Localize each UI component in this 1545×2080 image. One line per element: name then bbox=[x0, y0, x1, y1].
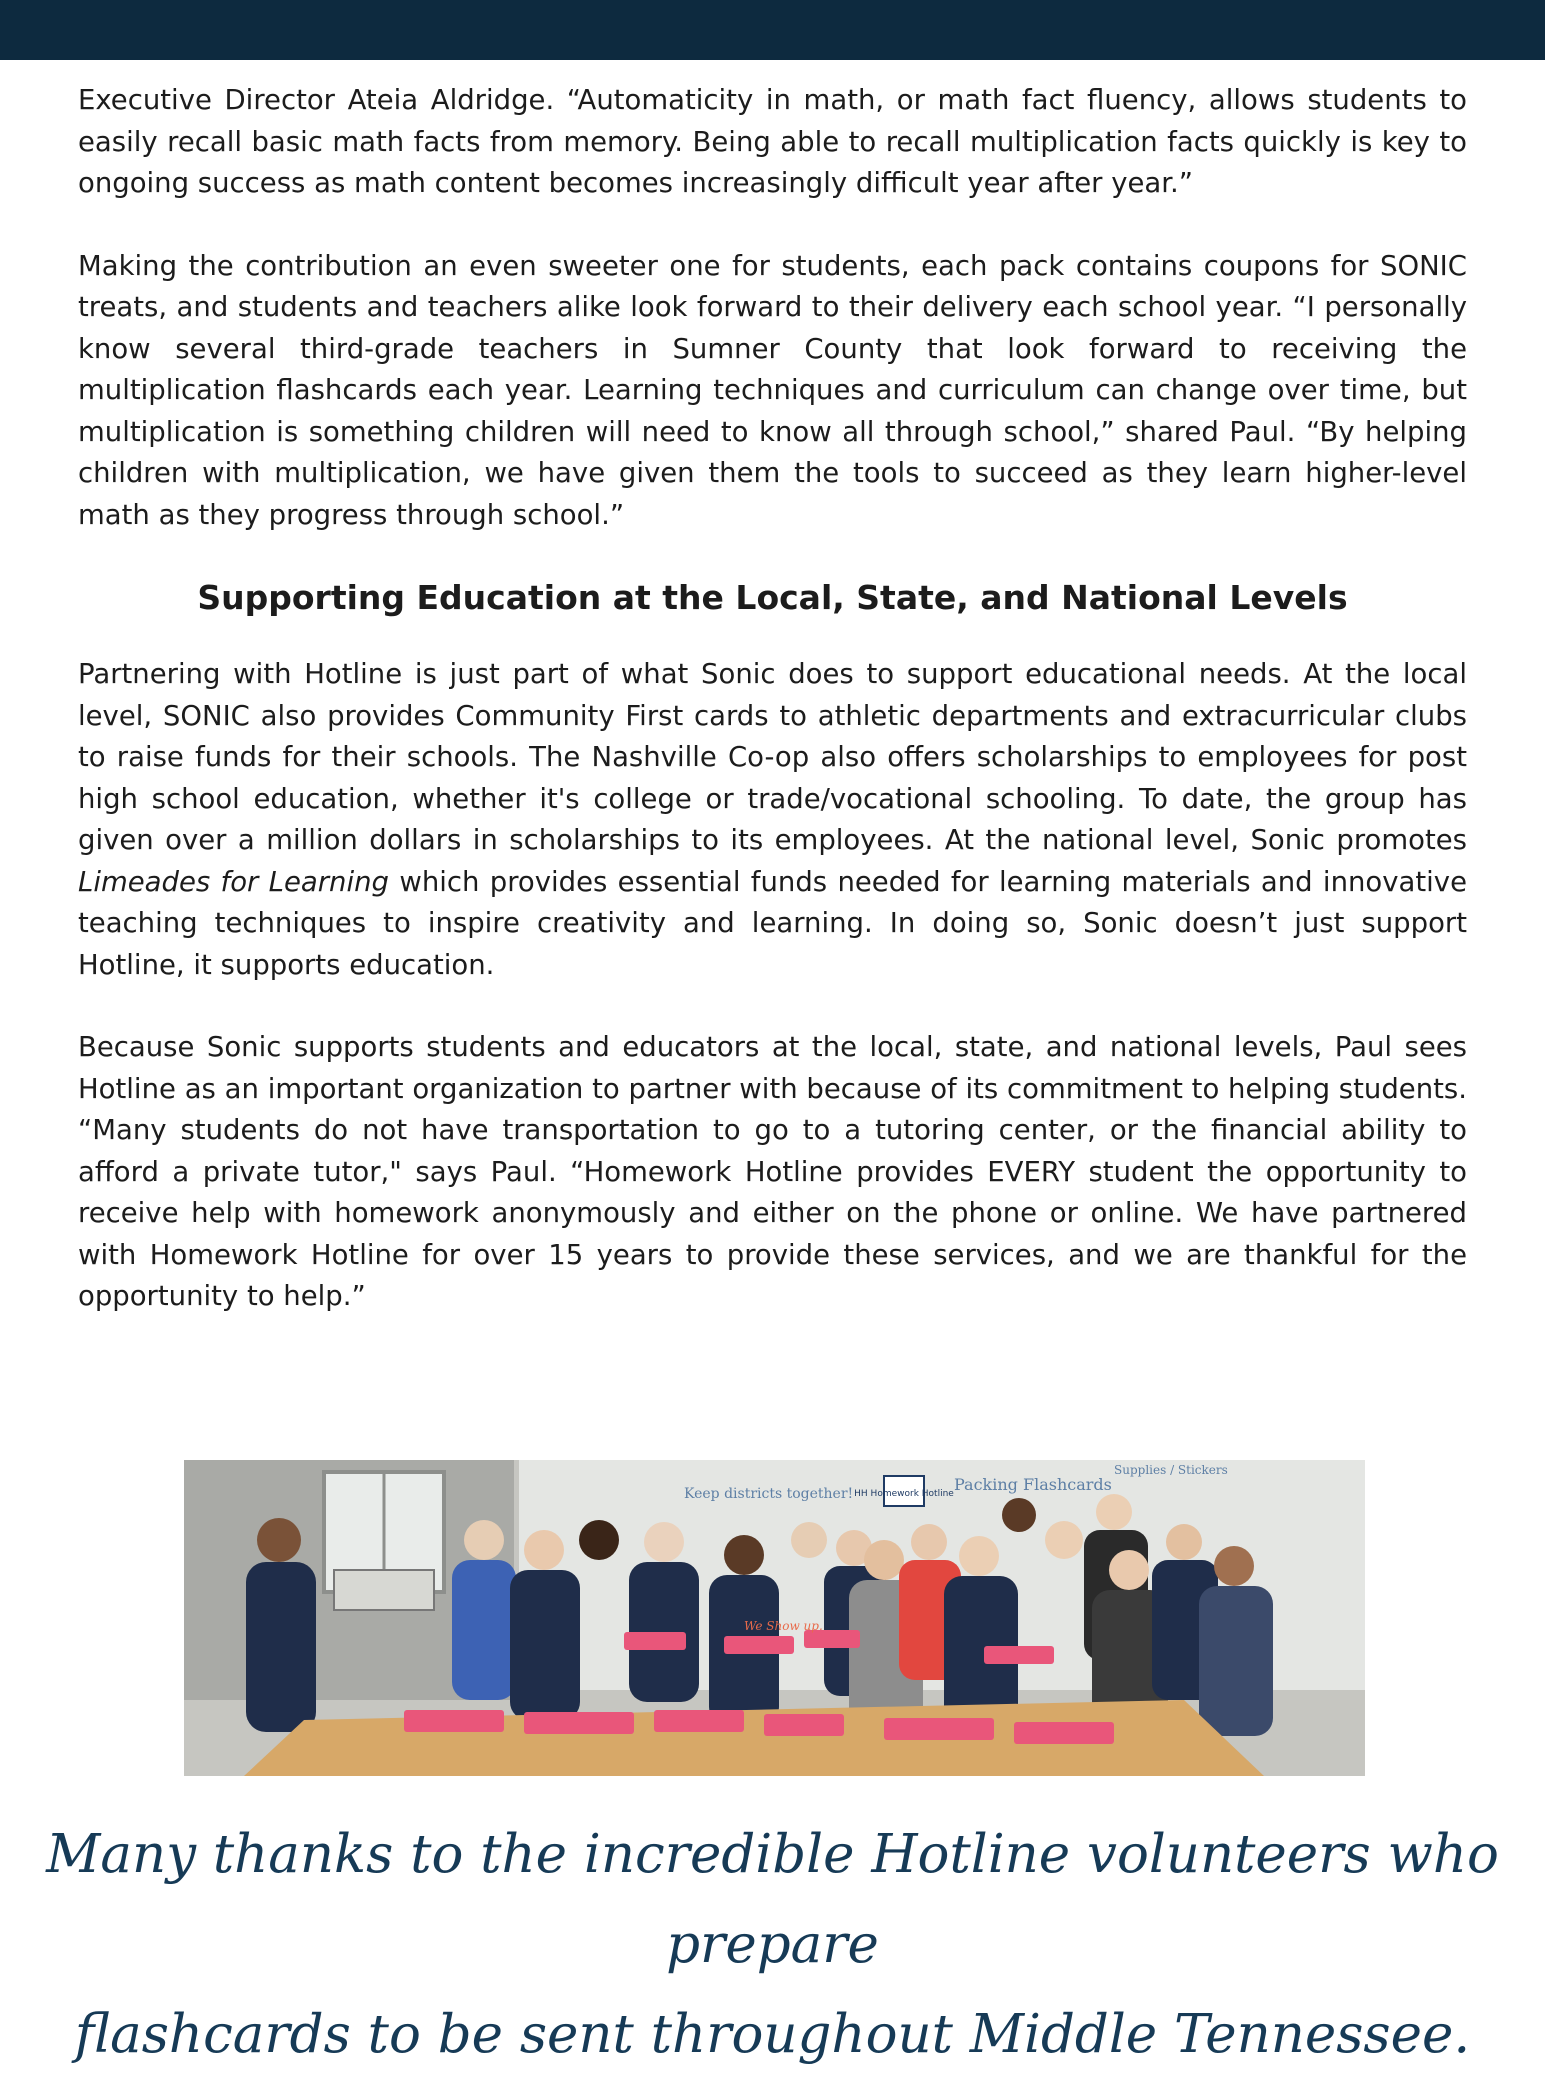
shirt-text: We Show up. bbox=[744, 1619, 823, 1633]
paragraph-3 bbox=[78, 654, 1467, 986]
paragraph-3-part-2: which provides essential funds needed for learning materials and innovative teaching techniques to inspire creativity and learning. In doing so, Sonic doesn’t just support Hotline, it supports education. bbox=[78, 865, 1468, 981]
paragraph-3-part-1: Partnering with Hotline is just part of what Sonic does to support educational needs. At the local level, SONIC also provides Community First cards to athletic departments and extracurricular clubs to raise funds for their schools. The Nashville Co-op also offers scholarships to employees for post high school education, whether it's college or trade/vocational schooling. To date, the group has given over a million dollars in scholarships to its employees. At the national level, Sonic promotes bbox=[78, 658, 1467, 856]
paragraph-2: Making the contribution an even sweeter one for students, each pack contains coupons for SONIC treats, and students and teachers alike look forward to their delivery each school year. “I personally know several third-grade teachers in Sumner County that look forward to receiving the multiplication flashcards each year. Learning techniques and curriculum can change over time, but multiplication is something children will need to know all through school,” shared Paul. “By helping children with multiplication, we have given them the tools to succeed as they learn higher-level math as they progress through school.” bbox=[78, 249, 1467, 531]
section-heading: Supporting Education at the Local, State, and National Levels bbox=[197, 578, 1348, 617]
header-bar bbox=[0, 0, 1545, 60]
paragraph-1: Executive Director Ateia Aldridge. “Automaticity in math, or math fact fluency, allows students to easily recall basic math facts from memory. Being able to recall multiplication facts quickly is key to ongoing success as math content becomes increasingly difficult year after year.” bbox=[78, 84, 1467, 199]
whiteboard-text-1: Keep districts together! bbox=[684, 1486, 854, 1502]
caption-line-2: flashcards to be sent throughout Middle Tennessee. bbox=[74, 2004, 1471, 2065]
volunteers-photo-illustration bbox=[184, 1460, 1365, 1776]
volunteers-photo bbox=[184, 1460, 1365, 1776]
whiteboard-text-2: Packing Flashcards bbox=[954, 1475, 1112, 1494]
photo-caption bbox=[0, 1810, 1545, 2080]
whiteboard-text-3: Supplies / Stickers bbox=[1114, 1463, 1228, 1477]
limeades-for-learning-text: Limeades for Learning bbox=[78, 865, 390, 898]
paragraph-4: Because Sonic supports students and educators at the local, state, and national levels, Paul sees Hotline as an important organization to partner with because of its commitment to helping students. “Many students do not have transportation to go to a tutoring center, or the financial ability to afford a private tutor," says Paul. “Homework Hotline provides EVERY student the opportunity to receive help with homework anonymously and either on the phone or online. We have partnered with Homework Hotline for over 15 years to provide these services, and we are thankful for the opportunity to help.” bbox=[78, 1031, 1467, 1312]
article-body bbox=[78, 80, 1467, 1318]
homework-hotline-logo-text: HH Homework Hotline bbox=[854, 1489, 954, 1499]
caption-line-1: Many thanks to the incredible Hotline volunteers who prepare bbox=[46, 1824, 1499, 1975]
